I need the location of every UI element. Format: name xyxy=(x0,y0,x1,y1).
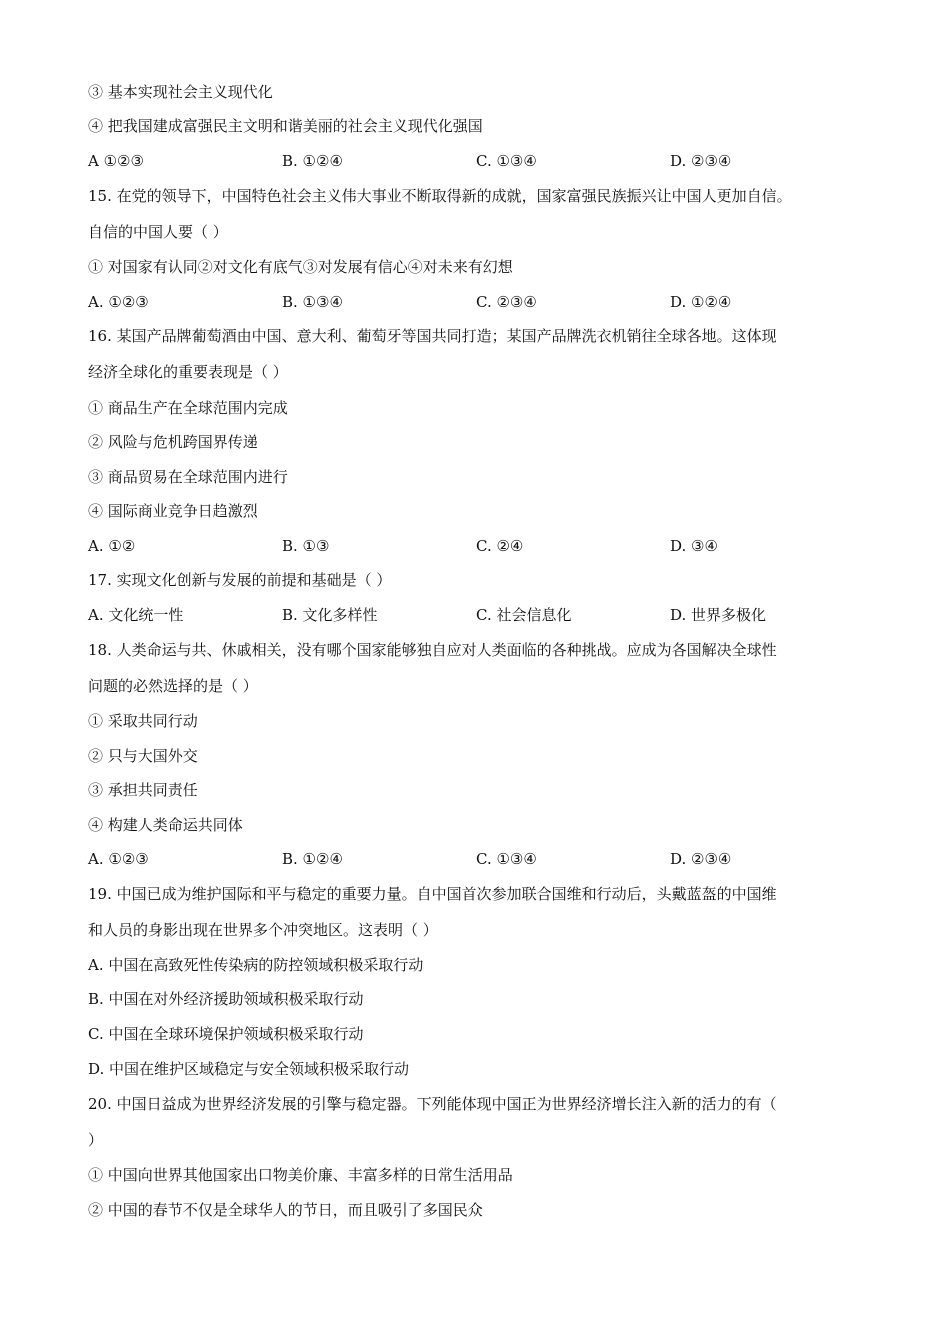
q17-stem: 17. 实现文化创新与发展的前提和基础是（ ） xyxy=(88,571,392,589)
q16-option-d[interactable]: D. ③④ xyxy=(670,537,718,555)
q18-option-c[interactable]: C. ①③④ xyxy=(476,850,537,868)
q18-stem-line1: 18. 人类命运与共、休戚相关，没有哪个国家能够独自应对人类面临的各种挑战。应成为各国解决全球性 xyxy=(88,641,777,659)
q15-option-a[interactable]: A. ①②③ xyxy=(88,293,149,311)
q19-option-c[interactable]: C. 中国在全球环境保护领域积极采取行动 xyxy=(88,1025,364,1043)
q16-option-a[interactable]: A. ①② xyxy=(88,537,136,555)
q18-item-1: ① 采取共同行动 xyxy=(88,712,198,730)
q18-option-d[interactable]: D. ②③④ xyxy=(670,850,732,868)
q19-option-a[interactable]: A. 中国在高致死性传染病的防控领域积极采取行动 xyxy=(88,956,424,974)
q20-item-1: ① 中国向世界其他国家出口物美价廉、丰富多样的日常生活用品 xyxy=(88,1166,513,1184)
q14-option-a[interactable]: A ①②③ xyxy=(88,152,144,170)
q15-stem-line1: 15. 在党的领导下，中国特色社会主义伟大事业不断取得新的成就，国家富强民族振兴让中国人更加自信。 xyxy=(88,187,792,205)
q15-option-d[interactable]: D. ①②④ xyxy=(670,293,732,311)
q14-item-4: ④ 把我国建成富强民主文明和谐美丽的社会主义现代化强国 xyxy=(88,117,483,135)
q19-option-d[interactable]: D. 中国在维护区域稳定与安全领域积极采取行动 xyxy=(88,1060,410,1078)
q15-option-c[interactable]: C. ②③④ xyxy=(476,293,537,311)
q18-option-b[interactable]: B. ①②④ xyxy=(282,850,343,868)
q18-stem-line2: 问题的必然选择的是（ ） xyxy=(88,677,258,695)
q16-stem-line1: 16. 某国产品牌葡萄酒由中国、意大利、葡萄牙等国共同打造；某国产品牌洗衣机销往全球各地。这体现 xyxy=(88,327,777,345)
q14-option-d[interactable]: D. ②③④ xyxy=(670,152,732,170)
q14-item-3: ③ 基本实现社会主义现代化 xyxy=(88,83,273,101)
q16-options xyxy=(88,536,888,556)
q17-option-c[interactable]: C. 社会信息化 xyxy=(476,606,572,624)
q16-option-c[interactable]: C. ②④ xyxy=(476,537,524,555)
q17-option-a[interactable]: A. 文化统一性 xyxy=(88,606,184,624)
q14-option-c[interactable]: C. ①③④ xyxy=(476,152,537,170)
q17-option-d[interactable]: D. 世界多极化 xyxy=(670,606,767,624)
q19-option-b[interactable]: B. 中国在对外经济援助领域积极采取行动 xyxy=(88,990,364,1008)
q15-items: ① 对国家有认同②对文化有底气③对发展有信心④对未来有幻想 xyxy=(88,258,513,276)
q15-stem-line2: 自信的中国人要（ ） xyxy=(88,223,228,241)
q17-option-b[interactable]: B. 文化多样性 xyxy=(282,606,378,624)
q17-options xyxy=(88,605,888,625)
q14-options xyxy=(88,151,888,171)
q16-item-4: ④ 国际商业竞争日趋激烈 xyxy=(88,502,258,520)
q20-stem-line2: ） xyxy=(88,1131,104,1149)
q20-item-2: ② 中国的春节不仅是全球华人的节日，而且吸引了多国民众 xyxy=(88,1201,483,1219)
q16-item-1: ① 商品生产在全球范围内完成 xyxy=(88,399,288,417)
q18-item-3: ③ 承担共同责任 xyxy=(88,781,198,799)
q18-options xyxy=(88,849,888,869)
q14-option-b[interactable]: B. ①②④ xyxy=(282,152,343,170)
q16-option-b[interactable]: B. ①③ xyxy=(282,537,330,555)
q15-options xyxy=(88,292,888,312)
q16-item-2: ② 风险与危机跨国界传递 xyxy=(88,433,258,451)
q16-item-3: ③ 商品贸易在全球范围内进行 xyxy=(88,468,288,486)
q20-stem-line1: 20. 中国日益成为世界经济发展的引擎与稳定器。下列能体现中国正为世界经济增长注入新的活力的有（ xyxy=(88,1095,777,1113)
q19-stem-line2: 和人员的身影出现在世界多个冲突地区。这表明（ ） xyxy=(88,921,438,939)
q15-option-b[interactable]: B. ①③④ xyxy=(282,293,343,311)
q16-stem-line2: 经济全球化的重要表现是（ ） xyxy=(88,363,288,381)
q18-option-a[interactable]: A. ①②③ xyxy=(88,850,149,868)
q18-item-2: ② 只与大国外交 xyxy=(88,747,198,765)
q19-stem-line1: 19. 中国已成为维护国际和平与稳定的重要力量。自中国首次参加联合国维和行动后，头戴蓝盔的中国维 xyxy=(88,885,777,903)
q18-item-4: ④ 构建人类命运共同体 xyxy=(88,816,243,834)
